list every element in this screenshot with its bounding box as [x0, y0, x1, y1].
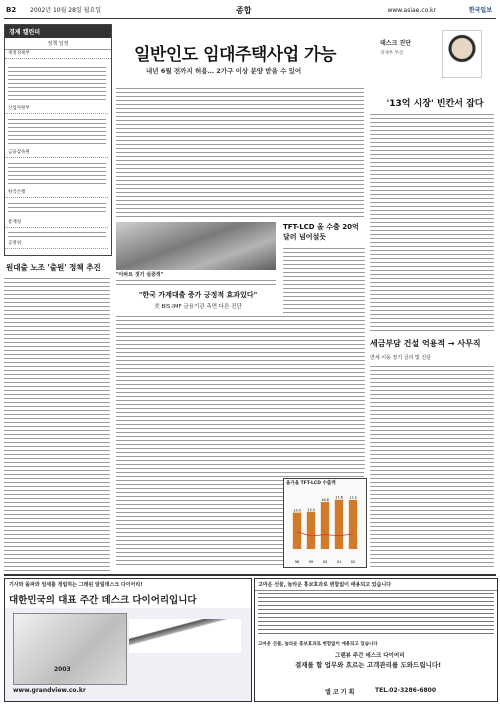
- issue-date: 2002년 10월 28일 월요일: [30, 7, 102, 14]
- calendar-item: 통계청: [5, 219, 108, 228]
- calendar-text: [8, 65, 106, 101]
- ad-url-link[interactable]: www.grandview.co.kr: [13, 687, 86, 694]
- secondary-subhead: 美 BIS·IMF 금융기관 측면 다른 진단: [154, 304, 242, 310]
- main-body-text: [116, 86, 364, 218]
- ad-right-mid-label: 고마운 선물, 놀라운 홍보효과로 변함없이 애용되고 있습니다: [258, 642, 378, 647]
- tax-headline: 세금부담 건설 억용적 → 사무직: [370, 339, 481, 348]
- chart-bar: [307, 512, 315, 549]
- calendar-text: [8, 230, 106, 238]
- ad-right-big-title: 결재를 할 업무와 흐르는 고객관리를 도와드립니다!: [295, 661, 442, 669]
- ad-top-text: 기사와 돌파와 엄세를 정립하는 그래핀 알림데스크 다이어리!: [5, 579, 251, 590]
- ad-right-brand-line: 그랜뷰 주간 데스크 다이어리: [335, 653, 405, 659]
- brand-logo: 한국일보: [468, 7, 492, 14]
- column-byline: 경제부 부장: [380, 51, 404, 56]
- calendar-item: 금융감독원: [5, 149, 108, 158]
- section-title: 종합: [236, 6, 252, 15]
- tft-headline: TFT-LCD 올 수출 20억달러 넘어설듯: [283, 223, 359, 241]
- chart-plot: [284, 489, 364, 565]
- page-number: B2: [6, 6, 17, 14]
- sidebar-headline: 원대출 노조 '출원' 정책 추진: [6, 263, 101, 272]
- website-link[interactable]: www.asiae.co.kr: [387, 7, 436, 14]
- chart-data-label: 17.6: [335, 495, 343, 500]
- tax-body-text: [370, 364, 494, 568]
- photo-caption-text: [116, 278, 276, 288]
- photo-caption: "아파트 짓기 실증적": [116, 272, 164, 278]
- calendar-item: 산업자원부: [5, 105, 108, 114]
- chart-bar: [321, 502, 329, 549]
- diary-order-advertisement[interactable]: [254, 578, 498, 702]
- diary-cover-year: 2003: [54, 666, 71, 673]
- column-label: 데스크 진단: [380, 40, 412, 47]
- news-photo: [116, 222, 276, 270]
- calendar-item: 한국은행: [5, 189, 108, 198]
- main-headline: 일반인도 임대주택사업 가능: [134, 45, 336, 65]
- chart-data-label: 13.3: [307, 507, 315, 512]
- diary-cover-image: [13, 613, 127, 685]
- ad-right-contact[interactable]: TEL.02-3286-6800: [375, 687, 437, 694]
- sidebar-body-text: [4, 276, 110, 572]
- chart-category-label: 00: [322, 560, 328, 564]
- tft-body-text: [283, 246, 365, 472]
- page-header: [4, 4, 496, 19]
- economy-calendar-box: [4, 24, 112, 256]
- secondary-headline: "한국 가계대출 증가 긍정적 효과있다": [138, 291, 258, 299]
- tft-chart: [283, 478, 367, 568]
- columnist-avatar: [442, 30, 482, 78]
- diary-advertisement[interactable]: [4, 578, 252, 702]
- chart-bar: [335, 500, 343, 549]
- chart-data-label: 17.5: [349, 496, 357, 500]
- chart-bar: [349, 500, 357, 549]
- ad-right-company: 엘 코 기 획: [325, 689, 355, 696]
- calendar-text: [8, 201, 106, 215]
- pen-image: [129, 619, 241, 653]
- main-subhead: 내년 6월 전까지 허용… 2가구 이상 분양 받을 수 있어: [146, 67, 302, 75]
- calendar-sub-label: 정책 일정: [5, 38, 111, 50]
- chart-title: 올가을 TFT-LCD 수출액: [286, 481, 336, 486]
- chart-category-label: 99: [308, 560, 314, 564]
- column-body-text: [370, 112, 494, 332]
- chart-bar: [293, 513, 301, 549]
- calendar-text: [8, 161, 106, 185]
- calendar-item: 재정경제부: [5, 50, 111, 59]
- calendar-text: [8, 117, 106, 145]
- ad-right-top-text: 고마운 선물, 놀라운 홍보효과로 변함없이 애용되고 있습니다: [255, 579, 497, 591]
- calendar-title: 경제 캘린더: [5, 25, 111, 38]
- ad-right-details: [258, 591, 494, 637]
- chart-data-label: 16.8: [321, 497, 329, 502]
- chart-data-label: 13.0: [293, 508, 301, 513]
- calendar-item: 공정위: [5, 240, 108, 249]
- ad-divider: [4, 574, 496, 576]
- chart-category-label: 01: [336, 560, 342, 564]
- chart-category-label: 98: [294, 560, 300, 564]
- tax-subhead: 면세 이동 장기 금리 및 진단: [370, 355, 432, 361]
- column-headline: '13억 시장' 빈칸서 잡다: [386, 99, 484, 109]
- chart-category-label: 02: [350, 560, 356, 564]
- ad-title: 대한민국의 대표 주간 데스크 다이어리입니다: [5, 590, 251, 608]
